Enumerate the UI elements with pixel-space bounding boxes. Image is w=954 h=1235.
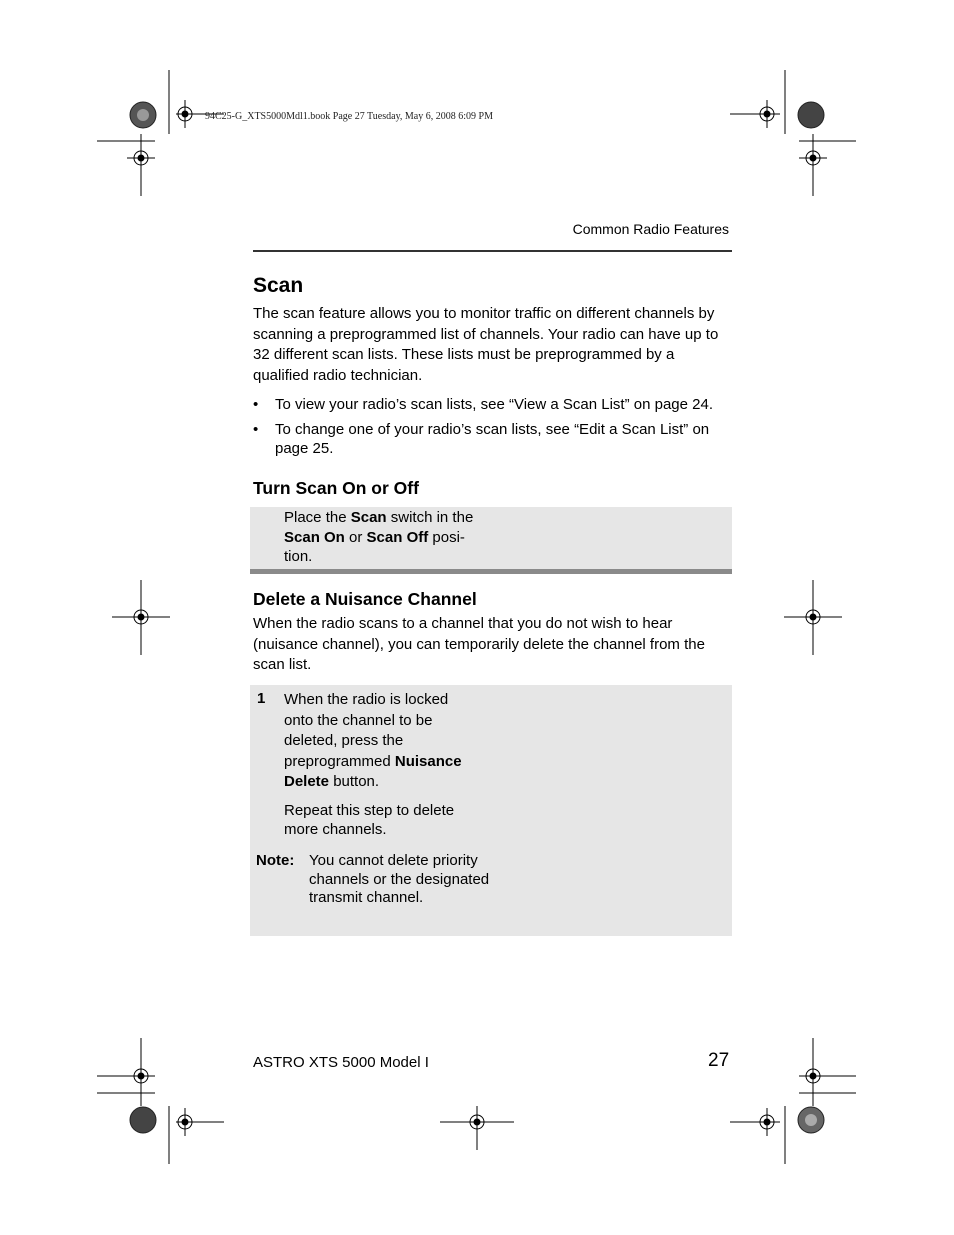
scan-section (253, 272, 732, 464)
repeat-text: Repeat this step to delete more channels. (284, 802, 455, 838)
subsection-title-turn-scan: Turn Scan On or Off (253, 478, 419, 498)
instruction-text: Place the Scan switch in the Scan On or Scan Off posi-tion. (284, 509, 474, 565)
running-header: Common Radio Features (572, 221, 729, 237)
note-text: You cannot delete priority channels or the designated transmit channel. (309, 852, 490, 906)
print-metadata-line: 94C25-G_XTS5000Mdl1.book Page 27 Tuesday, May 6, 2008 6:09 PM (205, 111, 493, 122)
subsection-title-delete-nuisance: Delete a Nuisance Channel (253, 589, 477, 609)
bullet-symbol: • (253, 396, 259, 413)
instruction-box (250, 507, 732, 569)
step-text: When the radio is locked onto the channel to be deleted, press the preprogrammed Nuisance Delete button. (284, 691, 462, 790)
bullet-text: To change one of your radio’s scan lists, see “Edit a Scan List” on page 25. (275, 421, 710, 457)
section-title: Scan (253, 274, 304, 297)
bullet-text: To view your radio’s scan lists, see “View a Scan List” on page 24. (275, 396, 714, 413)
procedure-box (250, 685, 732, 936)
nuisance-intro: When the radio scans to a channel that you do not wish to hear (nuisance channel), you can temporarily delete the channel from the scan list. (253, 615, 705, 673)
page-number: 27 (708, 1050, 730, 1071)
list-item (253, 420, 732, 458)
step-number: 1 (257, 690, 266, 707)
list-item (253, 395, 732, 414)
bullet-list (253, 395, 732, 458)
bullet-symbol: • (253, 421, 259, 438)
header-rule (253, 250, 732, 252)
instruction-box-bottom-bar (250, 569, 732, 574)
footer-product-name: ASTRO XTS 5000 Model I (253, 1054, 429, 1071)
note-label: Note: (256, 852, 295, 869)
scan-intro: The scan feature allows you to monitor traffic on different channels by scanning a preprogrammed list of channels. Your radio can have up to 32 different scan lists. These lists must be preprogrammed by a qualified radio technician. (253, 305, 719, 384)
